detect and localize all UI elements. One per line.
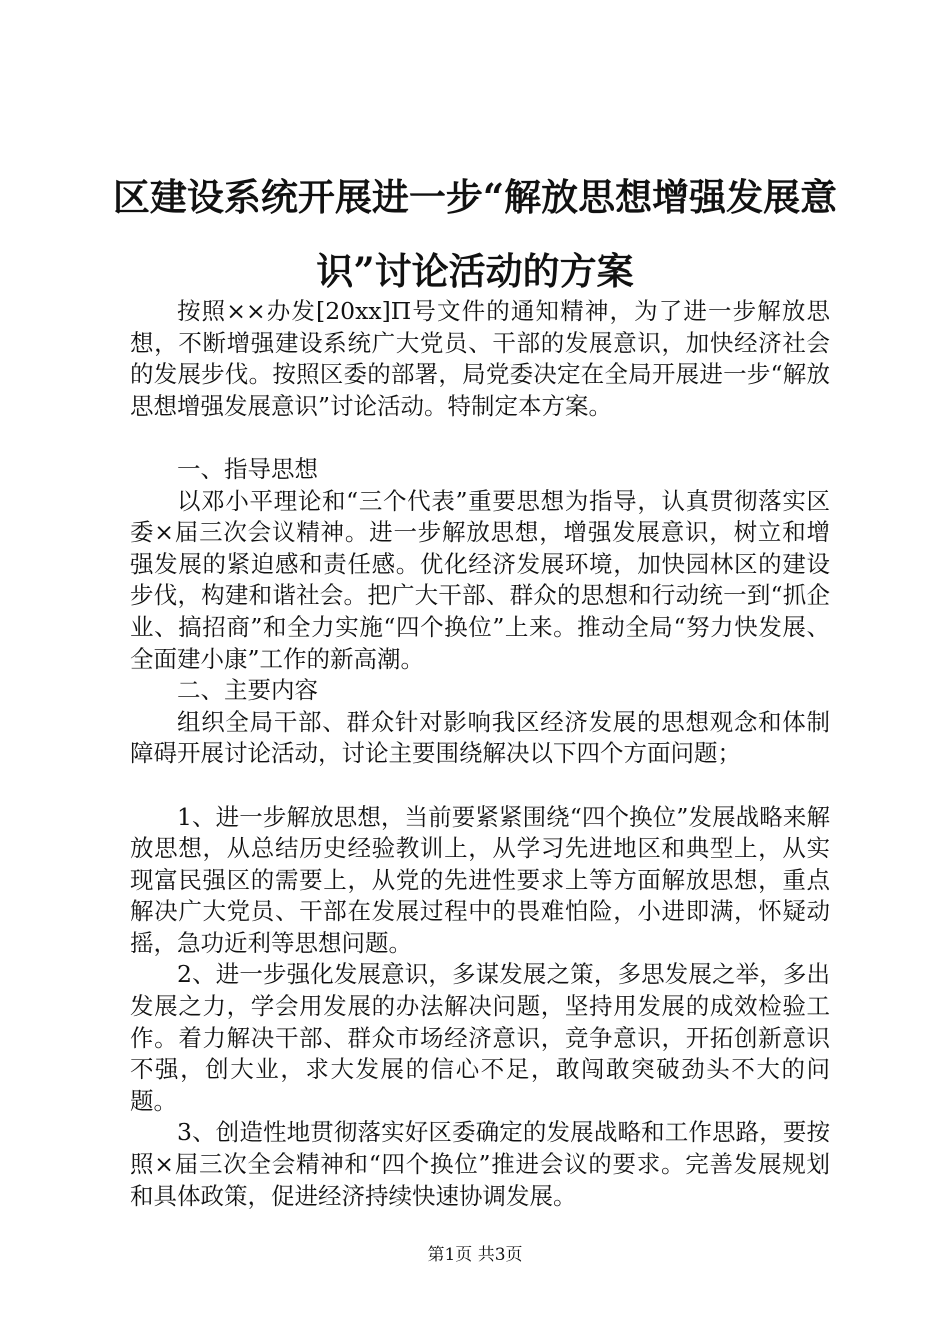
title-line-2: 识”讨论活动的方案	[316, 249, 634, 293]
paragraph-spacer	[130, 422, 830, 454]
document-body	[130, 296, 830, 1212]
page-number-label: 第1页 共3页	[427, 1245, 523, 1265]
page-footer	[0, 1244, 950, 1266]
main-content-paragraph: 组织全局干部、群众针对影响我区经济发展的思想观念和体制障碍开展讨论活动，讨论主要围绕解决以下四个方面问题；	[130, 707, 830, 768]
section-heading-main-content: 二、主要内容	[177, 676, 318, 705]
title-line-1: 区建设系统开展进一步“解放思想增强发展意	[112, 175, 838, 219]
paragraph-spacer	[130, 770, 830, 802]
intro-paragraph: 按照××办发[20xx]Π号文件的通知精神，为了进一步解放思想，不断增强建设系统广大党员、干部的发展意识，加快经济社会的发展步伐。按照区委的部署，局党委决定在全局开展进一步“解放思想增强发展意识”讨论活动。特制定本方案。	[130, 297, 830, 420]
list-item-2: 2、进一步强化发展意识，多谋发展之策，多思发展之举，多出发展之力，学会用发展的办法解决问题，坚持用发展的成效检验工作。着力解决干部、群众市场经济意识，竞争意识，开拓创新意识不强，创大业，求大发展的信心不足，敢闯敢突破劲头不大的问题。	[130, 960, 830, 1115]
section-heading-guiding-ideology: 一、指导思想	[177, 454, 318, 483]
document-title	[100, 160, 850, 308]
list-item-1: 1、进一步解放思想，当前要紧紧围绕“四个换位”发展战略来解放思想，从总结历史经验教训上，从学习先进地区和典型上，从实现富民强区的需要上，从党的先进性要求上等方面解放思想，重点解决广大党员、干部在发展过程中的畏难怕险，小进即满，怀疑动摇，急功近利等思想问题。	[130, 802, 830, 957]
guiding-ideology-paragraph: 以邓小平理论和“三个代表”重要思想为指导，认真贯彻落实区委×届三次会议精神。进一步解放思想，增强发展意识，树立和增强发展的紧迫感和责任感。优化经济发展环境，加快园林区的建设步伐，构建和谐社会。把广大干部、群众的思想和行动统一到“抓企业、搞招商”和全力实施“四个换位”上来。推动全局“努力快发展、全面建小康”工作的新高潮。	[130, 486, 830, 673]
list-item-3: 3、创造性地贯彻落实好区委确定的发展战略和工作思路，要按照×届三次全会精神和“四个换位”推进会议的要求。完善发展规划和具体政策，促进经济持续快速协调发展。	[130, 1118, 830, 1210]
